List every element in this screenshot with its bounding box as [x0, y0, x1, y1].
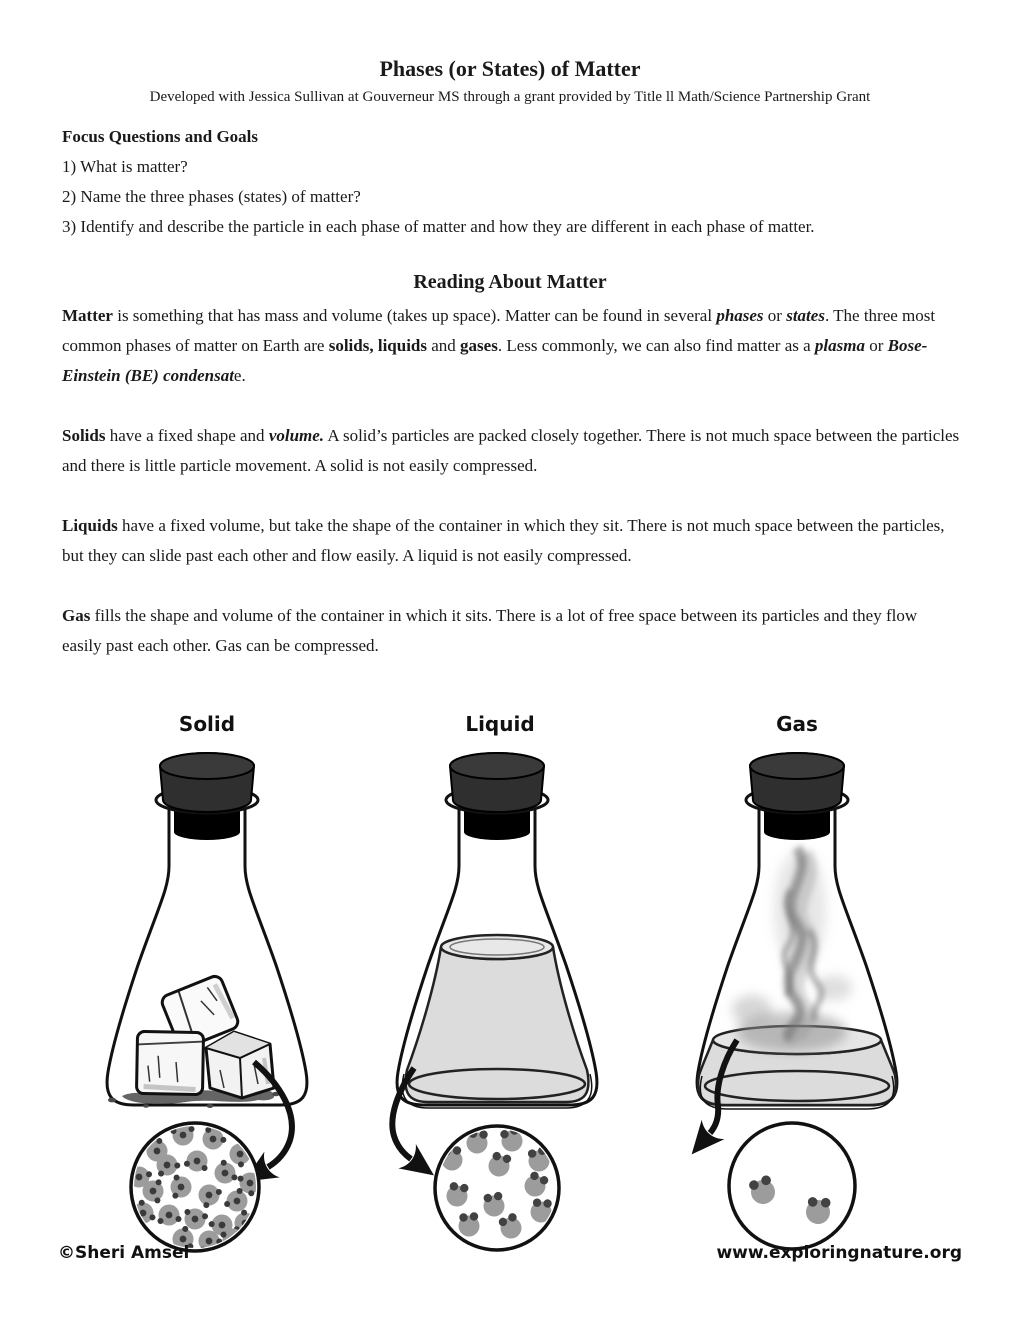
text-run: Liquids: [62, 516, 118, 535]
text-run: . The three most common phases of matter on Earth are: [62, 306, 936, 355]
text-run: states: [786, 306, 825, 325]
label-liquid: Liquid: [465, 712, 535, 736]
page-subtitle: Developed with Jessica Sullivan at Gouverneur MS through a grant provided by Title ll Math/Science Partnership Grant: [149, 89, 871, 105]
text-run: Bose-Einstein (BE) condensat: [62, 336, 928, 385]
flask-liquid: [397, 753, 597, 1108]
text-run: Gas: [62, 606, 91, 625]
particle-view-solid: [124, 1123, 266, 1255]
phases-illustration: [0, 690, 1020, 1320]
website-credit: www.exploringnature.org: [716, 1243, 962, 1263]
flask-solid: [107, 753, 307, 1108]
text-run: plasma: [814, 336, 865, 355]
page-title: Phases (or States) of Matter: [379, 56, 641, 81]
ice-cube-right: [206, 1032, 274, 1098]
text-run: Matter: [62, 306, 113, 325]
text-run: and: [427, 336, 461, 355]
paragraph-gas: [62, 601, 960, 661]
text-run: gases: [460, 336, 498, 355]
text-run: or: [763, 306, 787, 325]
focus-question-1: 1) What is matter?: [62, 157, 188, 176]
particle-view-gas: [729, 1123, 855, 1249]
text-run: e.: [233, 366, 246, 385]
text-run: phases: [716, 306, 764, 325]
text-run: have a fixed volume, but take the shape of the container in which they sit. There is not much space between the particles, but they can slide past each other and flow easily. A liquid is not easily compressed.: [62, 516, 945, 565]
phases-diagram-svg: [0, 690, 1020, 1320]
particle-view-liquid: [435, 1125, 559, 1250]
reading-heading: Reading About Matter: [413, 271, 607, 293]
author-credit: ©Sheri Amsel: [58, 1243, 190, 1263]
focus-questions-block: [62, 122, 962, 242]
paragraph-liquids: [62, 511, 960, 571]
paragraph-matter: [62, 301, 960, 391]
paragraph-solids: [62, 421, 960, 481]
text-run: solids, liquids: [328, 336, 427, 355]
focus-question-2: 2) Name the three phases (states) of matter?: [62, 187, 361, 206]
label-gas: Gas: [776, 712, 818, 736]
focus-question-3: 3) Identify and describe the particle in each phase of matter and how they are different in each phase of matter.: [62, 217, 815, 236]
text-run: fills the shape and volume of the container in which it sits. There is a lot of free space between its particles and they flow easily past each other. Gas can be compressed.: [62, 606, 918, 655]
text-run: Solids: [62, 426, 106, 445]
text-run: have a fixed shape and: [105, 426, 269, 445]
text-run: or: [864, 336, 888, 355]
label-solid: Solid: [178, 712, 236, 736]
text-run: . Less commonly, we can also find matter as a: [497, 336, 815, 355]
ice-cube-left: [136, 1031, 203, 1094]
focus-heading: Focus Questions and Goals: [62, 127, 259, 146]
text-run: is something that has mass and volume (takes up space). Matter can be found in several: [112, 306, 717, 325]
text-run: A solid’s particles are packed closely together. There is not much space between the particles and there is little particle movement. A solid is not easily compressed.: [62, 426, 960, 475]
text-run: volume.: [268, 426, 325, 445]
